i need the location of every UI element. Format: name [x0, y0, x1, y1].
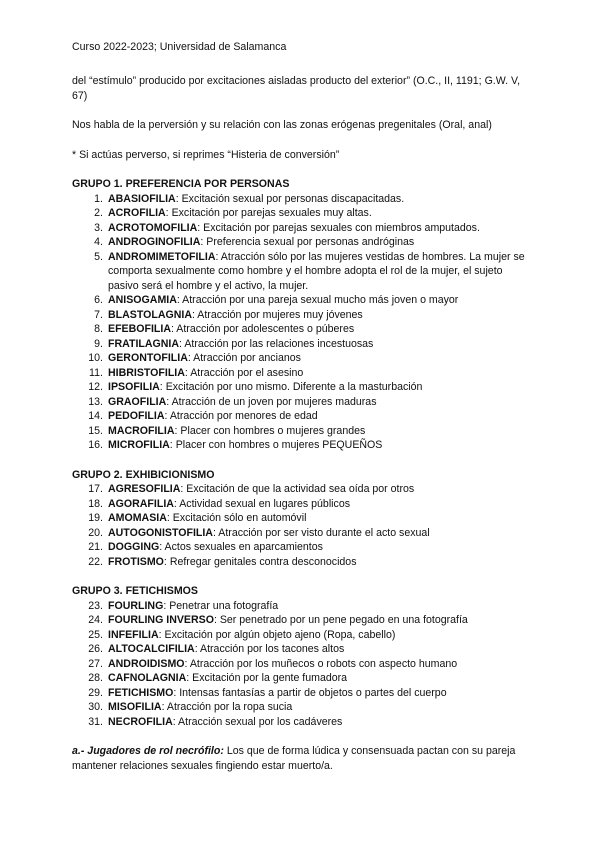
list-item-separator: :: [212, 526, 216, 539]
list-item: [72, 235, 532, 250]
list-item-description: Atracción por las relaciones incestuosas: [181, 337, 374, 350]
list-item-number: 27.: [88, 657, 103, 670]
list-item: [72, 424, 532, 439]
list-item: [72, 293, 532, 308]
list-item-separator: :: [200, 236, 204, 248]
list-item-description: Excitación sólo en automóvil: [169, 512, 307, 524]
list-item: [72, 308, 532, 323]
list-item-description: Ser penetrado por un pene pegado en una fotografía: [216, 614, 468, 626]
list-item-number: 16.: [88, 439, 103, 451]
list-item: [72, 438, 532, 453]
list-item-description: Atracción por los tacones altos: [197, 643, 345, 655]
list-item: [72, 395, 532, 410]
list-item-term: ANDROMIMETOFILIA: [108, 250, 216, 263]
list-item: [72, 250, 532, 294]
list-item-separator: :: [164, 410, 168, 422]
list-item-number: 31.: [88, 715, 103, 728]
final-term: a.- Jugadores de rol necrófilo:: [72, 745, 224, 757]
list-item-separator: :: [166, 512, 170, 524]
list-item-separator: :: [169, 439, 173, 451]
list-item-term: FRATILAGNIA: [108, 337, 180, 350]
list-item-term: MICROFILIA: [108, 439, 170, 451]
list-item-number: 2.: [94, 207, 103, 219]
list-item-number: 9.: [94, 337, 103, 350]
groups-container: [72, 177, 532, 729]
list-item-description: Atracción por adolescentes o púberes: [173, 323, 355, 335]
list-item-separator: :: [194, 643, 198, 655]
list-item-separator: :: [161, 701, 165, 713]
list-item-separator: :: [213, 614, 217, 626]
list-item-term: AMOMASIA: [108, 512, 167, 524]
final-description: Los que de forma lúdica y consensuada pactan con su pareja mantener relaciones sexuales fingiendo estar muerto/a.: [72, 745, 516, 772]
list-item-number: 4.: [94, 236, 103, 248]
list-item-number: 25.: [88, 628, 103, 641]
list-item: [72, 380, 532, 395]
list-item-number: 12.: [88, 381, 103, 393]
list-item-number: 24.: [88, 614, 103, 626]
list-item-term: FETICHISMO: [108, 686, 174, 699]
list-item-term: ABASIOFILIA: [108, 192, 176, 205]
list-item-number: 28.: [88, 672, 103, 684]
list-item: [72, 322, 532, 337]
list-item: [72, 497, 532, 512]
list-item: [72, 671, 532, 686]
list-item-description: Atracción sólo por las mujeres vestidas de hombres. La mujer se comporta sexualmente como hombre y el hombre adopta el rol de la mujer, el sujeto pasivo será el hombre y el activo, la mujer.: [108, 250, 525, 292]
list-item-number: 1.: [94, 192, 103, 205]
list-item-term: CAFNOLAGNIA: [108, 672, 187, 684]
list-item: [72, 511, 532, 526]
group-title: GRUPO 1. PREFERENCIA POR PERSONAS: [72, 178, 290, 190]
list-item-description: Atracción por menores de edad: [167, 410, 318, 422]
list-item-separator: :: [197, 221, 201, 234]
list-item-description: Atracción por la ropa sucia: [164, 701, 293, 713]
list-item-description: Excitación por algún objeto ajeno (Ropa, cabello): [161, 628, 396, 641]
list-item-separator: :: [172, 715, 176, 728]
list-item-description: Refregar genitales contra desconocidos: [166, 555, 357, 568]
document-body: [72, 74, 532, 773]
list-item-separator: :: [174, 424, 178, 437]
list-item-number: 20.: [88, 526, 103, 539]
list-item-separator: :: [184, 366, 188, 379]
group-list: [72, 192, 532, 453]
list-item: [72, 351, 532, 366]
list-item-description: Atracción por ancianos: [190, 352, 301, 364]
list-item: [72, 526, 532, 541]
list-item-description: Atracción por mujeres muy jóvenes: [194, 308, 363, 321]
list-item: [72, 700, 532, 715]
list-item-separator: :: [176, 294, 180, 306]
list-item-description: Atracción por ser visto durante el acto sexual: [215, 526, 430, 539]
list-item-number: 22.: [88, 555, 103, 568]
list-item: [72, 657, 532, 672]
list-item-term: FOURLING INVERSO: [108, 614, 214, 626]
list-item-description: Excitación por parejas sexuales muy altas.: [168, 207, 372, 219]
list-item: [72, 192, 532, 207]
list-item-description: Atracción de un joven por mujeres maduras: [169, 395, 377, 408]
list-item-description: Atracción por el asesino: [187, 366, 304, 379]
list-item-term: FROTISMO: [108, 555, 164, 568]
list-item-separator: :: [186, 672, 190, 684]
list-item-description: Excitación de que la actividad sea oída por otros: [183, 483, 415, 495]
list-item-separator: :: [166, 395, 170, 408]
list-item-description: Atracción por una pareja sexual mucho más joven o mayor: [179, 294, 459, 306]
list-item: [72, 599, 532, 614]
list-item-number: 7.: [94, 308, 103, 321]
page-header: Curso 2022-2023; Universidad de Salamanca: [72, 41, 287, 53]
list-item-term: ANISOGAMIA: [108, 294, 177, 306]
list-item-separator: :: [173, 497, 177, 510]
intro-paragraph-2: Nos habla de la perversión y su relación con las zonas erógenas pregenitales (Oral, anal): [72, 119, 492, 131]
list-item-term: INFEFILIA: [108, 628, 159, 641]
list-item: [72, 555, 532, 570]
list-item-number: 6.: [94, 294, 103, 306]
list-item-separator: :: [159, 381, 163, 393]
list-item-description: Actos sexuales en aparcamientos: [162, 541, 323, 553]
list-item-term: ACROTOMOFILIA: [108, 221, 198, 234]
list-item-separator: :: [180, 483, 184, 495]
list-item-term: NECROFILIA: [108, 715, 173, 728]
list-item-number: 10.: [88, 352, 103, 364]
list-item-description: Excitación por uno mismo. Diferente a la masturbación: [162, 381, 423, 393]
list-item-separator: :: [215, 250, 219, 263]
list-item: [72, 337, 532, 352]
list-item: [72, 206, 532, 221]
list-item-term: GRAOFILIA: [108, 395, 167, 408]
list-item-description: Placer con hombres o mujeres PEQUEÑOS: [172, 439, 383, 451]
list-item-description: Atracción sexual por los cadáveres: [175, 715, 343, 728]
list-item-number: 15.: [88, 424, 103, 437]
list-item-separator: :: [175, 192, 179, 205]
list-item-separator: :: [170, 323, 174, 335]
list-item-number: 23.: [88, 599, 103, 612]
list-item-number: 14.: [88, 410, 103, 422]
list-item-separator: :: [158, 628, 162, 641]
list-item-term: ANDROGINOFILIA: [108, 236, 201, 248]
list-item-number: 5.: [94, 250, 103, 263]
intro-paragraph-1: del “estímulo” producido por excitaciones aisladas producto del exterior” (O.C., II, 1191; G.W. V, 67): [72, 75, 521, 102]
list-item-separator: :: [179, 337, 182, 350]
list-item-description: Atracción por los muñecos o robots con aspecto humano: [187, 657, 458, 670]
list-item-description: Placer con hombres o mujeres grandes: [177, 424, 366, 437]
list-item-number: 17.: [88, 483, 103, 495]
list-item-separator: :: [184, 657, 188, 670]
list-item: [72, 628, 532, 643]
list-item-description: Penetrar una fotografía: [166, 599, 279, 612]
list-item-term: DOGGING: [108, 541, 160, 553]
list-item: [72, 540, 532, 555]
list-item-number: 18.: [88, 497, 103, 510]
list-item-term: FOURLING: [108, 599, 164, 612]
list-item-term: IPSOFILIA: [108, 381, 160, 393]
list-item-term: MACROFILIA: [108, 424, 175, 437]
list-item-number: 19.: [88, 512, 103, 524]
list-item: [72, 482, 532, 497]
list-item-term: EFEBOFILIA: [108, 323, 171, 335]
list-item-term: AGORAFILIA: [108, 497, 174, 510]
list-item-term: AUTOGONISTOFILIA: [108, 526, 213, 539]
list-item: [72, 409, 532, 424]
list-item-description: Intensas fantasías a partir de objetos o partes del cuerpo: [176, 686, 447, 699]
list-item-separator: :: [173, 686, 177, 699]
final-paragraph: [72, 744, 532, 773]
list-item-number: 13.: [88, 395, 103, 408]
list-item-separator: :: [165, 207, 169, 219]
list-item-separator: :: [163, 555, 167, 568]
group-title: GRUPO 3. FETICHISMOS: [72, 585, 198, 597]
list-item-separator: :: [163, 599, 167, 612]
list-item-number: 3.: [94, 221, 103, 234]
list-item-term: HIBRISTOFILIA: [108, 366, 185, 379]
list-item-separator: :: [191, 308, 195, 321]
list-item-term: ANDROIDISMO: [108, 657, 185, 670]
list-item: [72, 221, 532, 236]
list-item-description: Excitación por parejas sexuales con miembros amputados.: [200, 221, 480, 234]
list-item-description: Excitación sexual por personas discapacitadas.: [178, 192, 405, 205]
list-item-number: 30.: [88, 701, 103, 713]
list-item-term: BLASTOLAGNIA: [108, 308, 192, 321]
list-item: [72, 715, 532, 730]
intro-paragraph-3: * Si actúas perverso, si reprimes “Histeria de conversión”: [72, 148, 340, 161]
list-item-term: GERONTOFILIA: [108, 352, 188, 364]
list-item-number: 21.: [88, 541, 103, 553]
group-list: [72, 482, 532, 569]
group-list: [72, 599, 532, 730]
list-item-term: ACROFILIA: [108, 207, 166, 219]
list-item-description: Actividad sexual en lugares públicos: [176, 497, 351, 510]
list-item: [72, 366, 532, 381]
list-item-number: 8.: [94, 323, 103, 335]
list-item-number: 26.: [88, 643, 103, 655]
list-item: [72, 686, 532, 701]
list-item-description: Excitación por la gente fumadora: [189, 672, 348, 684]
list-item-number: 11.: [89, 366, 103, 379]
list-item-separator: :: [159, 541, 163, 553]
list-item: [72, 642, 532, 657]
list-item-number: 29.: [88, 686, 103, 699]
list-item-term: MISOFILIA: [108, 701, 162, 713]
list-item-term: PEDOFILIA: [108, 410, 165, 422]
group-title: GRUPO 2. EXHIBICIONISMO: [72, 468, 215, 481]
list-item: [72, 613, 532, 628]
list-item-term: AGRESOFILIA: [108, 483, 181, 495]
list-item-term: ALTOCALCIFILIA: [108, 643, 195, 655]
list-item-description: Preferencia sexual por personas andróginas: [203, 236, 415, 248]
list-item-separator: :: [187, 352, 191, 364]
